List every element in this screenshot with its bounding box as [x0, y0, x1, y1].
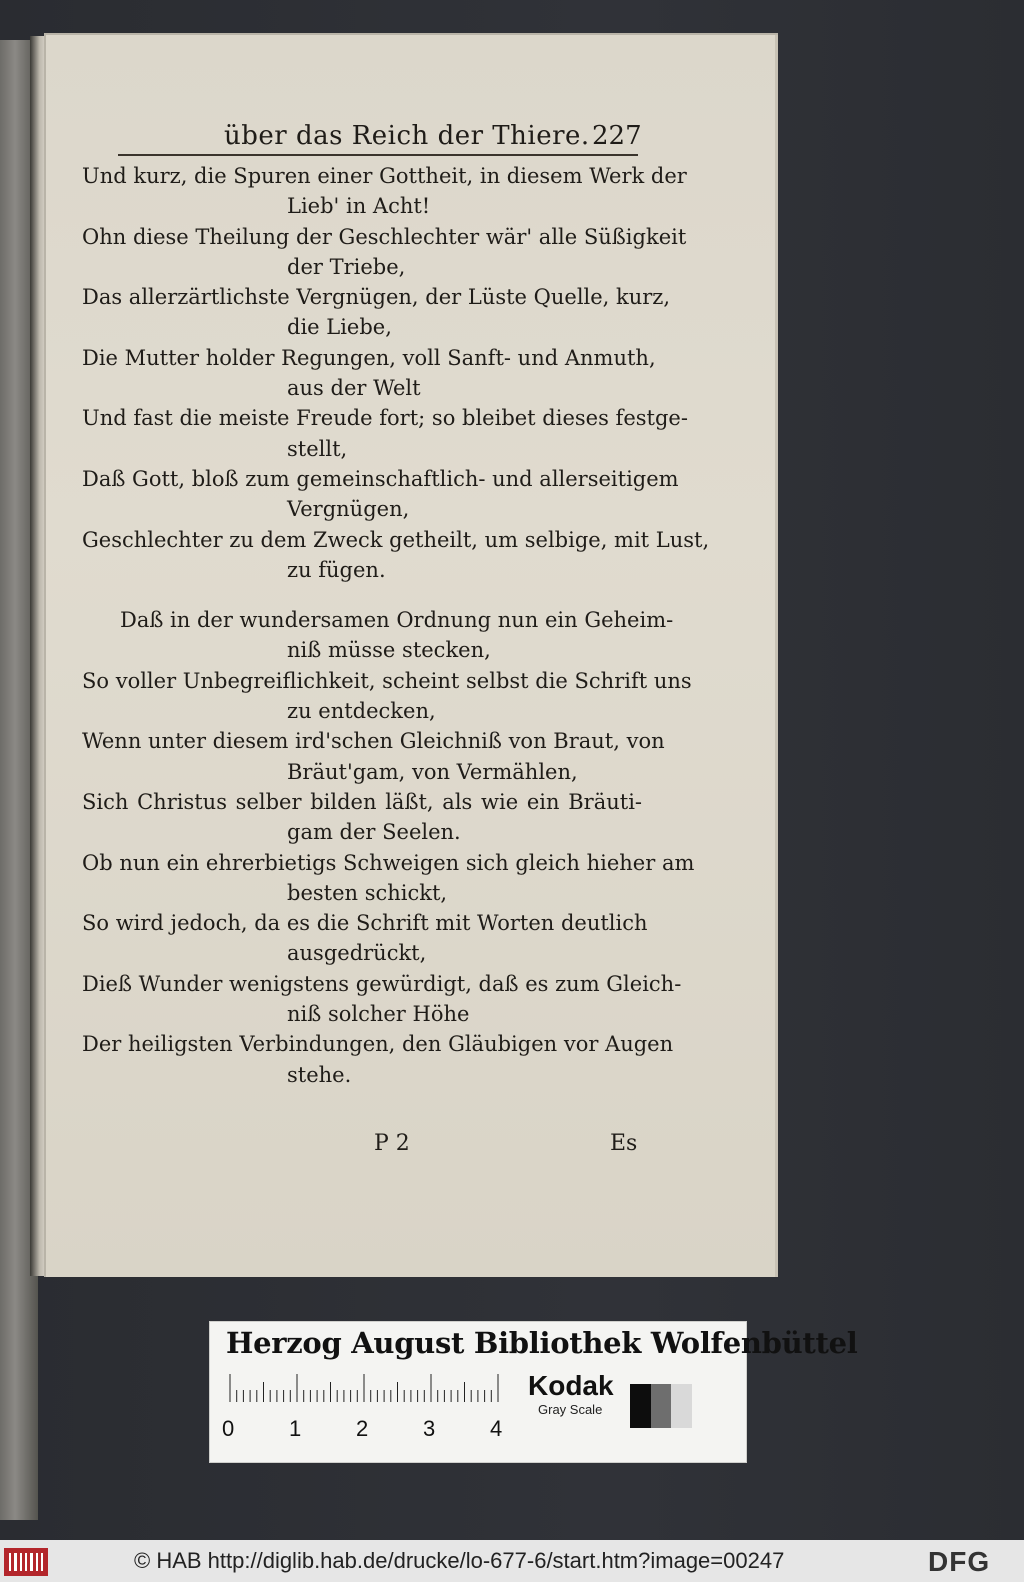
verse-line: Lieb' in Acht!	[287, 194, 431, 219]
verse-line: So wird jedoch, da es die Schrift mit Worten deutlich	[82, 911, 648, 936]
verse-line: Sich Christus selber bilden läßt, als wie ein Bräuti-	[82, 789, 642, 814]
verse-line: Und fast die meiste Freude fort; so bleibet dieses festge-	[82, 406, 688, 431]
hab-barcode-logo-icon	[4, 1548, 48, 1576]
verse-text	[82, 161, 710, 1090]
stanza-gap	[82, 585, 642, 605]
verse-line: Vergnügen,	[287, 497, 410, 522]
verse-line: niß müsse stecken,	[287, 638, 491, 663]
gray-swatch	[630, 1384, 651, 1428]
verse-line: So voller Unbegreiflichkeit, scheint selbst die Schrift uns	[82, 668, 692, 693]
verse-line: Das allerzärtlichste Vergnügen, der Lüste Quelle, kurz,	[82, 285, 671, 310]
verse-line: Ohn diese Theilung der Geschlechter wär' alle Süßigkeit	[82, 224, 687, 249]
verse-line: Der heiligsten Verbindungen, den Gläubigen vor Augen	[82, 1032, 674, 1057]
verse-line: gam der Seelen.	[287, 820, 461, 845]
verse-line: Geschlechter zu dem Zweck getheilt, um selbige, mit Lust,	[82, 527, 710, 552]
verse-line: stehe.	[287, 1062, 352, 1087]
gray-swatch	[651, 1384, 672, 1428]
verse-line: aus der Welt	[287, 376, 421, 401]
verse-line: Wenn unter diesem ird'schen Gleichniß von Braut, von	[82, 729, 665, 754]
verse-line: Dieß Wunder wenigstens gewürdigt, daß es zum Gleich-	[82, 971, 682, 996]
kodak-brand: Kodak	[528, 1370, 614, 1401]
verse-line: niß solcher Höhe	[287, 1002, 470, 1027]
gray-swatch	[671, 1384, 692, 1428]
ruler-numbers	[222, 1416, 512, 1446]
verse-line: besten schickt,	[287, 880, 448, 905]
ruler-number: 2	[356, 1416, 369, 1441]
viewer-footer	[0, 1540, 1024, 1582]
source-link[interactable]: © HAB http://diglib.hab.de/drucke/lo-677-6/start.htm?image=00247	[134, 1548, 785, 1573]
header-rule	[118, 154, 638, 156]
verse-line: ausgedrückt,	[287, 941, 427, 966]
verse-line: stellt,	[287, 436, 348, 461]
verse-line: Daß in der wundersamen Ordnung nun ein Geheim-	[120, 608, 674, 633]
gray-scale-label: Gray Scale	[538, 1402, 603, 1417]
page-number: 227	[592, 121, 642, 151]
verse-line: Bräut'gam, von Vermählen,	[287, 759, 578, 784]
verse-line: zu entdecken,	[287, 699, 436, 724]
verse-line: Daß Gott, bloß zum gemeinschaftlich- und allerseitigem	[82, 466, 679, 491]
gray-swatches	[630, 1384, 692, 1428]
verse-line: Ob nun ein ehrerbietigs Schweigen sich gleich hieher am	[82, 850, 695, 875]
running-head: über das Reich der Thiere.	[224, 121, 590, 151]
ruler-number: 3	[423, 1416, 436, 1441]
verse-line: die Liebe,	[287, 315, 392, 340]
catchword: Es	[610, 1131, 638, 1156]
ruler-number: 4	[490, 1416, 503, 1441]
book-page	[44, 33, 778, 1277]
verse-line: der Triebe,	[287, 254, 406, 279]
library-name: Herzog August Bibliothek Wolfenbüttel	[226, 1326, 858, 1360]
verse-line: Die Mutter holder Regungen, voll Sanft- und Anmuth,	[82, 345, 656, 370]
ruler-number: 0	[222, 1416, 235, 1441]
color-target-card	[209, 1321, 858, 1463]
dfg-logo: DFG	[928, 1546, 991, 1577]
ruler-number: 1	[289, 1416, 302, 1441]
ruler-scale	[228, 1374, 500, 1402]
verse-line: Und kurz, die Spuren einer Gottheit, in diesem Werk der	[82, 164, 687, 188]
signature-mark: P 2	[374, 1131, 410, 1156]
verse-line: zu fügen.	[287, 557, 386, 582]
